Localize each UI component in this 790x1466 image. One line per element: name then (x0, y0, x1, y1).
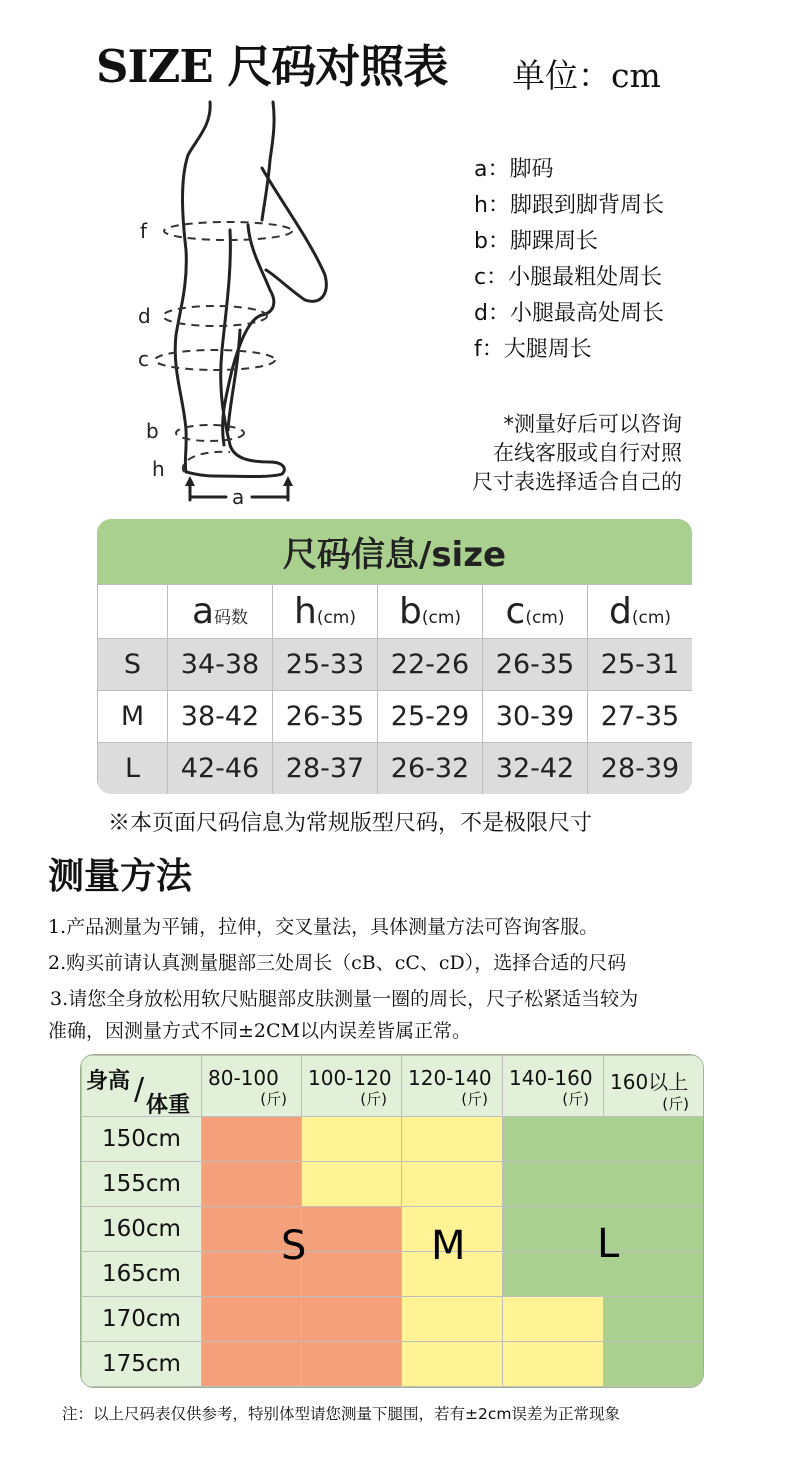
zone-cell (202, 1117, 302, 1162)
zone-cell (503, 1117, 604, 1162)
zone-cell (202, 1162, 302, 1207)
label-f: f (140, 219, 148, 243)
zone-label-m: M (431, 1223, 466, 1269)
zone-cell (402, 1117, 503, 1162)
height-label: 150cm (82, 1117, 202, 1162)
zone-cell (402, 1342, 503, 1387)
label-h: h (152, 457, 165, 481)
corner-slash: / (134, 1072, 145, 1107)
height-label: 155cm (82, 1162, 202, 1207)
size-label: M (98, 691, 168, 743)
weight-header: 120-140 (斤) (402, 1056, 503, 1117)
size-table-title: 尺码信息/size (97, 519, 692, 584)
legend-item: f：大腿周长 (474, 337, 592, 362)
label-b: b (146, 419, 159, 443)
hw-corner-cell (82, 1056, 202, 1117)
zone-cell (302, 1207, 402, 1252)
weight-header: 80-100 (斤) (202, 1056, 302, 1117)
size-cell: 26-35 (273, 691, 378, 743)
legend-item: c：小腿最粗处周长 (474, 265, 663, 290)
height-label: 160cm (82, 1207, 202, 1252)
size-cell: 28-39 (588, 743, 693, 795)
legend-item: a：脚码 (474, 157, 554, 182)
size-cell: 28-37 (273, 743, 378, 795)
height-row (82, 1342, 704, 1387)
method-title: 测量方法 (48, 855, 193, 897)
zone-cell (202, 1297, 302, 1342)
zone-cell (503, 1297, 604, 1342)
height-weight-chart (80, 1054, 704, 1388)
size-label: S (98, 639, 168, 691)
label-c: c (138, 347, 149, 371)
size-cell: 30-39 (483, 691, 588, 743)
hw-header-row (82, 1056, 704, 1117)
footnote: 注：以上尺码表仅供参考，特别体型请您测量下腿围，若有±2cm误差为正常现象 (62, 1405, 620, 1423)
size-cell: 26-35 (483, 639, 588, 691)
size-header-row (98, 585, 693, 639)
height-label: 175cm (82, 1342, 202, 1387)
zone-cell (302, 1162, 402, 1207)
label-a: a (232, 485, 245, 509)
zone-cell (302, 1252, 402, 1297)
zone-label-s: S (281, 1223, 307, 1269)
weight-header: 160以上 (斤) (604, 1056, 704, 1117)
measure-note (420, 410, 682, 497)
legend-item: h：脚跟到脚背周长 (474, 193, 664, 218)
height-label: 165cm (82, 1252, 202, 1297)
zone-cell (604, 1162, 704, 1207)
method-line: 2.购买前请认真测量腿部三处周长（cB、cC、cD），选择合适的尺码 (48, 952, 627, 974)
height-row (82, 1297, 704, 1342)
size-cell: 25-33 (273, 639, 378, 691)
corner-height-label: 身高 (86, 1069, 131, 1094)
zone-cell (503, 1207, 604, 1252)
height-label: 170cm (82, 1297, 202, 1342)
zone-cell (604, 1117, 704, 1162)
height-row (82, 1162, 704, 1207)
size-disclaimer: ※本页面尺码信息为常规版型尺码，不是极限尺寸 (108, 811, 593, 836)
measurement-legend (474, 152, 664, 368)
size-label: L (98, 743, 168, 795)
legend-item: d：小腿最高处周长 (474, 301, 664, 326)
size-table (97, 519, 692, 794)
method-line: 准确，因测量方式不同±2CM以内误差皆属正常。 (48, 1020, 472, 1042)
legend-item: b：脚踝周长 (474, 229, 598, 254)
zone-cell (503, 1252, 604, 1297)
size-cell: 22-26 (378, 639, 483, 691)
method-line: 1.产品测量为平铺，拉伸，交叉量法，具体测量方法可咨询客服。 (48, 916, 599, 938)
zone-cell (302, 1297, 402, 1342)
zone-cell (402, 1297, 503, 1342)
col-header: h(cm) (273, 585, 378, 639)
zone-cell (604, 1342, 704, 1387)
zone-cell (604, 1297, 704, 1342)
zone-cell (402, 1162, 503, 1207)
zone-cell (202, 1342, 302, 1387)
size-grid (97, 584, 692, 794)
zone-cell (503, 1342, 604, 1387)
zone-cell (503, 1162, 604, 1207)
unit-label: 单位：cm (512, 56, 661, 95)
method-line: 3.请您全身放松用软尺贴腿部皮肤测量一圈的周长，尺子松紧适当较为 (50, 988, 639, 1010)
note-line: 尺寸表选择适合自己的 (472, 470, 682, 494)
zone-cell (302, 1117, 402, 1162)
col-header: d(cm) (588, 585, 693, 639)
size-cell: 32-42 (483, 743, 588, 795)
size-cell: 38-42 (168, 691, 273, 743)
size-cell: 25-29 (378, 691, 483, 743)
weight-header: 140-160 (斤) (503, 1056, 604, 1117)
label-d: d (138, 304, 151, 328)
size-cell: 26-32 (378, 743, 483, 795)
weight-header: 100-120 (斤) (302, 1056, 402, 1117)
note-line: *测量好后可以咨询 (503, 412, 682, 436)
size-cell: 42-46 (168, 743, 273, 795)
corner-weight-label: 体重 (146, 1093, 191, 1118)
height-row (82, 1117, 704, 1162)
corner-cell (98, 585, 168, 639)
col-header: a码数 (168, 585, 273, 639)
note-line: 在线客服或自行对照 (493, 441, 682, 465)
size-cell: 34-38 (168, 639, 273, 691)
zone-label-l: L (597, 1221, 620, 1267)
leg-measurement-diagram (130, 100, 340, 510)
size-cell: 25-31 (588, 639, 693, 691)
page-title: SIZE 尺码对照表 (96, 40, 448, 93)
size-cell: 27-35 (588, 691, 693, 743)
size-row (98, 743, 693, 795)
size-row (98, 691, 693, 743)
size-row (98, 639, 693, 691)
zone-cell (302, 1342, 402, 1387)
col-header: b(cm) (378, 585, 483, 639)
col-header: c(cm) (483, 585, 588, 639)
